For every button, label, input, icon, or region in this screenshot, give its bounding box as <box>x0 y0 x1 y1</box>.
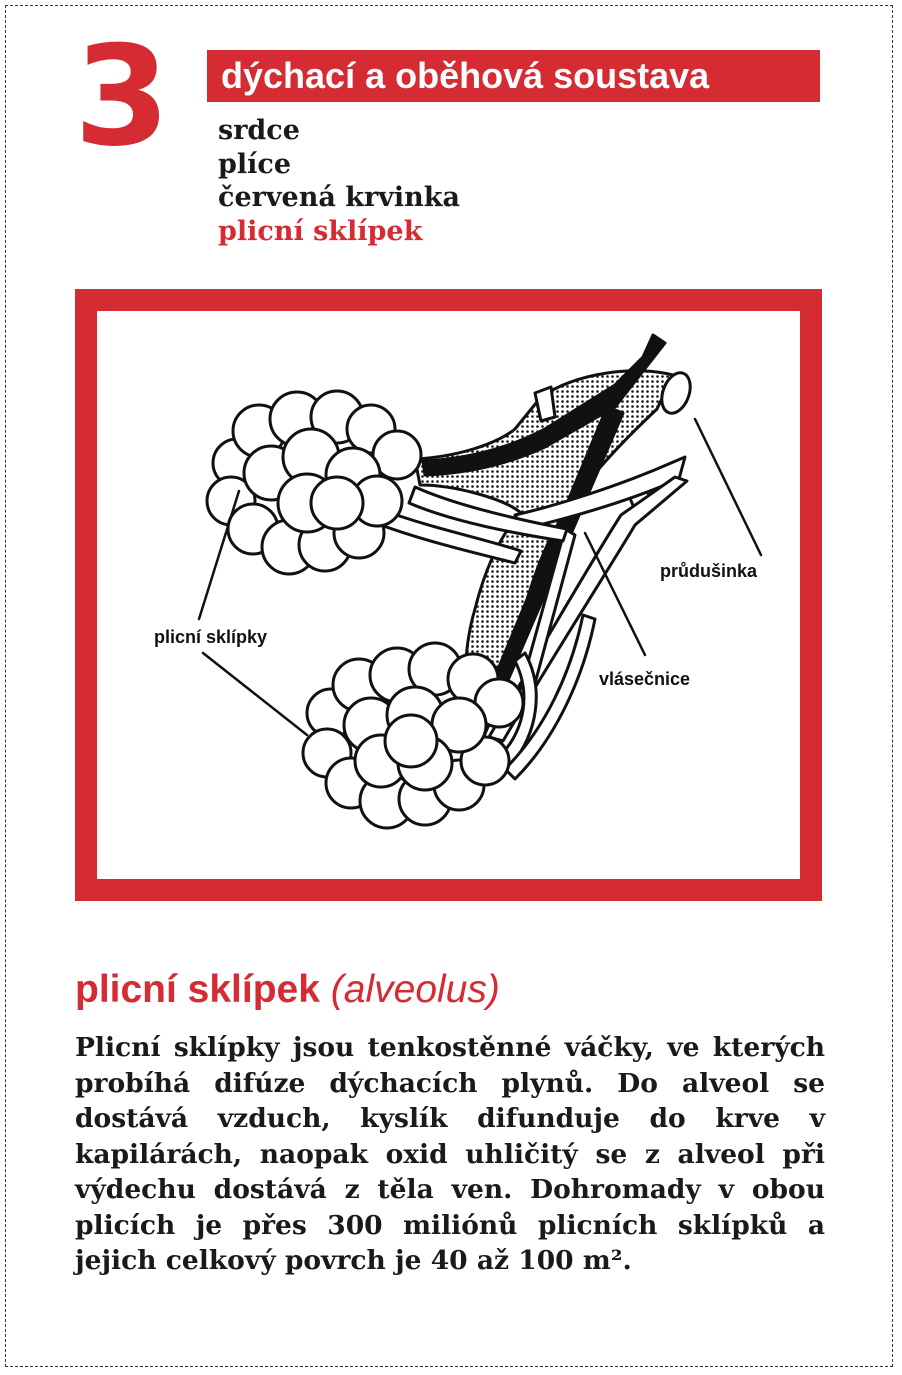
article-heading <box>75 968 500 1012</box>
topic-item-cervena-krvinka: červená krvinka <box>218 182 460 213</box>
article-description: Plicní sklípky jsou tenkostěnné váčky, ve kterých probíhá difúze dýchacích plynů. Do alveol se dostává vzduch, kyslík difunduje do krve v kapilárách, naopak oxid uhličitý se z alveol při výdechu dostává z těla ven. Dohromady v obou plicích je přes 300 miliónů plicních sklípků a jejich celkový povrch je 40 až 100 m². <box>75 1032 825 1276</box>
topic-item-srdce: srdce <box>218 115 300 146</box>
label-bronchiole: průdušinka <box>660 561 758 581</box>
label-alveoli: plicní sklípky <box>154 627 268 647</box>
label-capillaries: vlásečnice <box>599 669 691 689</box>
illustration-frame <box>75 289 822 901</box>
alveolus-illustration <box>75 289 822 901</box>
category-bar <box>207 50 820 102</box>
leader-line-alveoli-lower <box>203 653 307 735</box>
topic-item-plice: plíce <box>218 148 292 180</box>
category-title: dýchací a oběhová soustava <box>221 55 710 96</box>
alveoli-cluster-upper <box>207 391 421 574</box>
article-title: plicní sklípek <box>75 968 320 1011</box>
article-latin-name: (alveolus) <box>330 968 500 1011</box>
card-number: 3 <box>74 16 169 177</box>
topic-item-plicni-sklipek-active: plicní sklípek <box>218 215 423 247</box>
leader-line-bronchiole <box>695 419 761 555</box>
topic-list <box>218 114 460 248</box>
